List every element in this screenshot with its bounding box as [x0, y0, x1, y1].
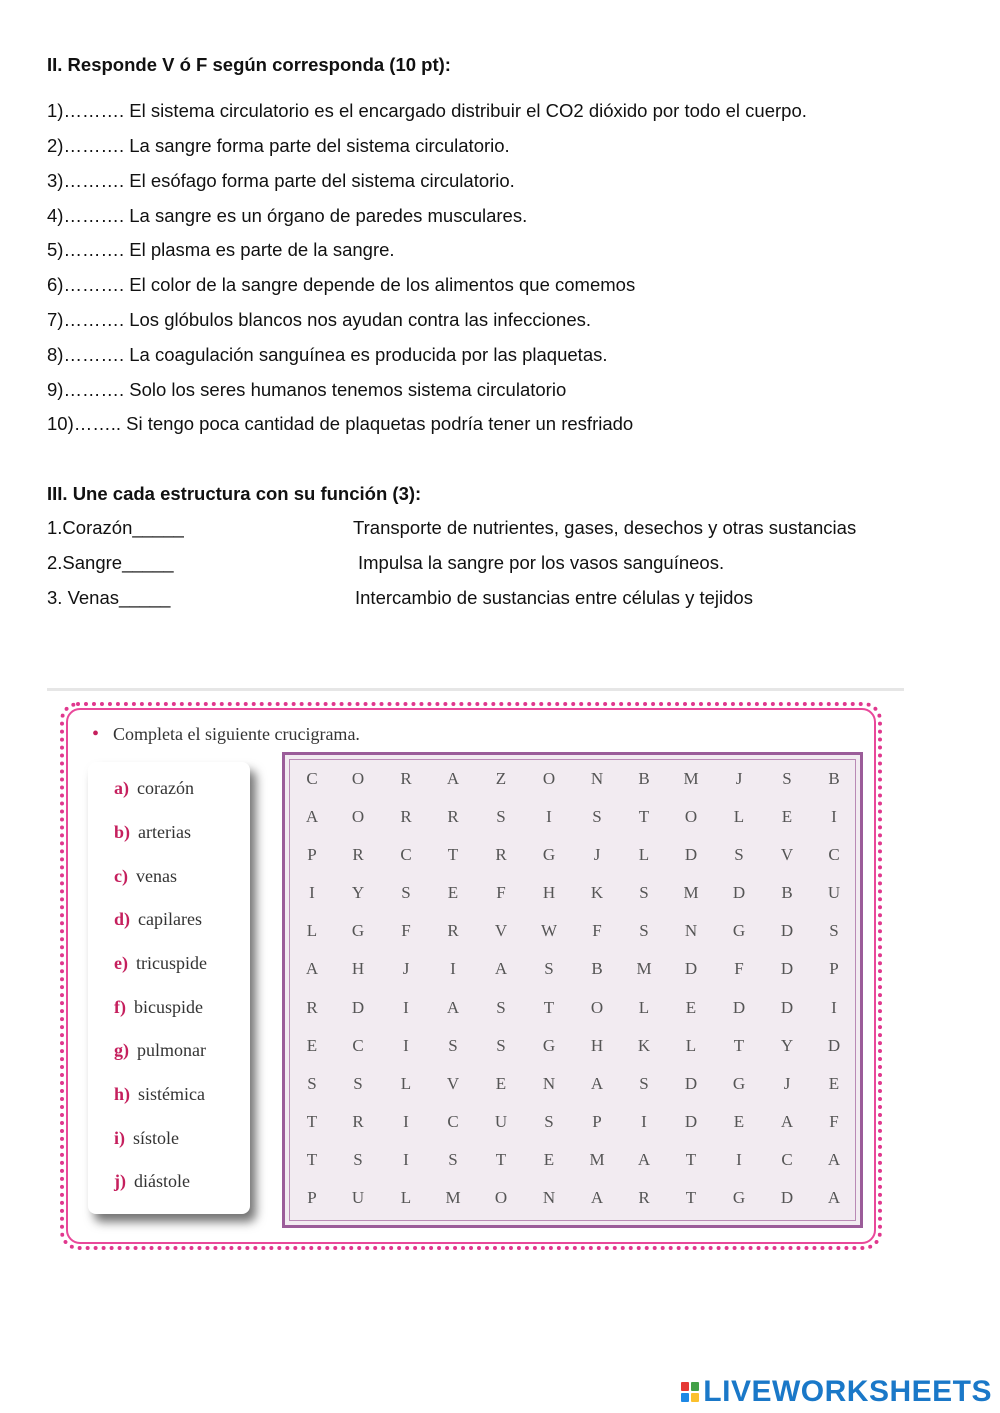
- true-false-item: 5)………. El plasma es parte de la sangre.: [47, 239, 395, 260]
- function-option: Intercambio de sustancias entre células y tejidos: [355, 587, 753, 608]
- grid-letter: B: [591, 959, 603, 978]
- word-letter: d): [114, 909, 131, 929]
- grid-letter: S: [401, 883, 411, 902]
- grid-letter: S: [353, 1150, 363, 1169]
- grid-letter: T: [495, 1150, 507, 1169]
- grid-letter: G: [732, 1074, 746, 1093]
- grid-letter: T: [447, 845, 459, 864]
- grid-letter: E: [733, 1112, 745, 1131]
- grid-letter: T: [306, 1112, 318, 1131]
- grid-letter: E: [781, 807, 793, 826]
- grid-letter: E: [495, 1074, 507, 1093]
- grid-letter: L: [306, 921, 318, 940]
- grid-letter: S: [544, 1112, 554, 1131]
- grid-letter: S: [592, 807, 602, 826]
- puzzle-instruction: [92, 723, 360, 746]
- grid-letter: R: [400, 807, 412, 826]
- structure-heart: 1.Corazón_____: [47, 517, 184, 538]
- word-list-item: [114, 1128, 179, 1149]
- grid-letter: A: [590, 1188, 604, 1207]
- grid-letter: S: [639, 921, 649, 940]
- grid-letter: A: [446, 769, 460, 788]
- word-text: bicuspide: [134, 997, 203, 1017]
- true-false-item: 2)………. La sangre forma parte del sistema circulatorio.: [47, 135, 510, 156]
- true-false-item: 3)………. El esófago forma parte del sistema circulatorio.: [47, 170, 515, 191]
- grid-letter: I: [546, 807, 552, 826]
- grid-letter: S: [782, 769, 792, 788]
- true-false-item: 1)………. El sistema circulatorio es el encargado distribuir el CO2 dióxido por todo el cuerpo.: [47, 100, 807, 121]
- grid-letter: E: [828, 1074, 840, 1093]
- grid-letter: J: [593, 845, 601, 864]
- word-letter: g): [114, 1040, 129, 1060]
- section-3-title: III. Une cada estructura con su función (3):: [47, 483, 422, 504]
- grid-letter: A: [827, 1150, 841, 1169]
- grid-letter: B: [781, 883, 793, 902]
- letter-grid: [282, 752, 863, 1228]
- grid-letter: D: [780, 1188, 794, 1207]
- grid-letter: S: [544, 959, 554, 978]
- grid-letter: D: [351, 998, 365, 1017]
- grid-letter: O: [494, 1188, 508, 1207]
- word-text: corazón: [137, 778, 194, 798]
- grid-letter: K: [637, 1036, 651, 1055]
- grid-letter: F: [592, 921, 602, 940]
- word-text: sístole: [133, 1128, 180, 1148]
- true-false-item: 4)………. La sangre es un órgano de paredes musculares.: [47, 205, 528, 226]
- grid-letter: L: [685, 1036, 697, 1055]
- grid-letter: D: [684, 1074, 698, 1093]
- grid-letter: N: [684, 921, 698, 940]
- grid-letter: I: [403, 1112, 409, 1131]
- grid-letter: O: [542, 769, 556, 788]
- grid-letter: F: [401, 921, 411, 940]
- word-list-item: [114, 953, 207, 974]
- grid-letter: N: [590, 769, 604, 788]
- grid-letter: D: [780, 998, 794, 1017]
- grid-letter: I: [831, 807, 837, 826]
- puzzle-instruction-text: Completa el siguiente crucigrama.: [113, 724, 360, 744]
- grid-letter: B: [828, 769, 840, 788]
- grid-letter: I: [403, 1150, 409, 1169]
- grid-letter: S: [829, 921, 839, 940]
- word-list-item: [114, 1040, 206, 1061]
- grid-letter: G: [732, 1188, 746, 1207]
- grid-letter: S: [639, 883, 649, 902]
- grid-letter: L: [638, 845, 650, 864]
- grid-letter: E: [685, 998, 697, 1017]
- word-list-item: [114, 822, 191, 843]
- grid-letter: S: [496, 1036, 506, 1055]
- grid-letter: T: [685, 1150, 697, 1169]
- grid-letter: T: [638, 807, 650, 826]
- grid-letter: U: [351, 1188, 365, 1207]
- grid-letter: A: [827, 1188, 841, 1207]
- grid-letter: C: [306, 769, 318, 788]
- word-list-item: [114, 866, 177, 887]
- section-2-title: II. Responde V ó F según corresponda (10 pt):: [47, 54, 451, 75]
- grid-letter: W: [540, 921, 558, 940]
- word-list-item: [114, 997, 203, 1018]
- word-list-item: [114, 1084, 205, 1105]
- grid-letter: U: [827, 883, 841, 902]
- true-false-item: 7)………. Los glóbulos blancos nos ayudan contra las infecciones.: [47, 309, 591, 330]
- true-false-item: 6)………. El color de la sangre depende de los alimentos que comemos: [47, 274, 636, 295]
- grid-letter: J: [783, 1074, 791, 1093]
- logo-text: LIVEWORKSHEETS: [703, 1375, 992, 1408]
- true-false-item: 10)…….. Si tengo poca cantidad de plaquetas podría tener un resfriado: [47, 413, 634, 434]
- function-option: Impulsa la sangre por los vasos sanguíneos.: [358, 552, 725, 573]
- grid-letter: P: [307, 845, 317, 864]
- grid-letter: R: [352, 845, 364, 864]
- grid-letter: M: [683, 883, 699, 902]
- grid-letter: V: [780, 845, 794, 864]
- grid-letter: I: [403, 1036, 409, 1055]
- grid-letter: P: [592, 1112, 602, 1131]
- grid-letter: Y: [780, 1036, 794, 1055]
- grid-letter: L: [400, 1074, 412, 1093]
- grid-letter: T: [543, 998, 555, 1017]
- grid-letter: A: [446, 998, 460, 1017]
- grid-letter: S: [496, 807, 506, 826]
- grid-letter: Z: [495, 769, 507, 788]
- grid-letter: O: [351, 769, 365, 788]
- word-text: sistémica: [138, 1084, 205, 1104]
- grid-letter: D: [780, 959, 794, 978]
- grid-letter: A: [590, 1074, 604, 1093]
- grid-letter: I: [831, 998, 837, 1017]
- grid-letter: L: [400, 1188, 412, 1207]
- grid-letter: M: [683, 769, 699, 788]
- grid-letter: D: [684, 1112, 698, 1131]
- grid-letter: O: [590, 998, 604, 1017]
- word-text: pulmonar: [137, 1040, 206, 1060]
- grid-letter: E: [447, 883, 459, 902]
- word-letter: i): [114, 1128, 125, 1148]
- grid-letter: R: [400, 769, 412, 788]
- grid-letter: S: [734, 845, 744, 864]
- grid-letter: M: [589, 1150, 605, 1169]
- word-letter: e): [114, 953, 128, 973]
- grid-letter: F: [734, 959, 744, 978]
- grid-letter: R: [447, 921, 459, 940]
- word-list-item: [114, 778, 194, 799]
- grid-letter: J: [735, 769, 743, 788]
- grid-letter: H: [590, 1036, 604, 1055]
- word-letter: j): [114, 1171, 126, 1191]
- word-letter: h): [114, 1084, 131, 1104]
- structure-blood: 2.Sangre_____: [47, 552, 174, 573]
- word-letter: b): [114, 822, 131, 842]
- word-list: [88, 762, 250, 1214]
- grid-letter: S: [307, 1074, 317, 1093]
- grid-letter: R: [306, 998, 318, 1017]
- letter-grid-border: [289, 759, 856, 1221]
- grid-letter: H: [351, 959, 365, 978]
- divider: [47, 688, 904, 691]
- word-letter: f): [114, 997, 126, 1017]
- function-option: Transporte de nutrientes, gases, desechos y otras sustancias: [353, 517, 857, 538]
- grid-letter: D: [827, 1036, 841, 1055]
- grid-letter: C: [400, 845, 412, 864]
- grid-letter: A: [780, 1112, 794, 1131]
- grid-letter: I: [309, 883, 315, 902]
- grid-letter: D: [684, 845, 698, 864]
- grid-letter: S: [496, 998, 506, 1017]
- grid-letter: T: [733, 1036, 745, 1055]
- grid-letter: E: [543, 1150, 555, 1169]
- grid-letter: G: [351, 921, 365, 940]
- grid-letter: F: [829, 1112, 839, 1131]
- grid-letter: G: [542, 1036, 556, 1055]
- grid-letter: U: [494, 1112, 508, 1131]
- word-list-item: [114, 909, 202, 930]
- grid-letter: S: [639, 1074, 649, 1093]
- grid-letter: S: [448, 1036, 458, 1055]
- word-text: venas: [135, 866, 177, 886]
- grid-letter: F: [496, 883, 506, 902]
- grid-letter: E: [306, 1036, 318, 1055]
- word-letter: a): [114, 778, 129, 798]
- grid-letter: J: [402, 959, 410, 978]
- grid-letter: A: [305, 807, 319, 826]
- grid-letter: O: [684, 807, 698, 826]
- grid-letter: C: [447, 1112, 459, 1131]
- grid-letter: Y: [351, 883, 365, 902]
- grid-letter: R: [638, 1188, 650, 1207]
- structure-veins: 3. Venas_____: [47, 587, 171, 608]
- word-text: diástole: [134, 1171, 190, 1191]
- logo-icon: [681, 1382, 699, 1402]
- grid-letter: I: [736, 1150, 742, 1169]
- grid-letter: O: [351, 807, 365, 826]
- grid-letter: P: [829, 959, 839, 978]
- grid-letter: G: [542, 845, 556, 864]
- grid-letter: T: [306, 1150, 318, 1169]
- liveworksheets-logo: [681, 1375, 992, 1409]
- grid-letter: I: [450, 959, 456, 978]
- grid-letter: B: [638, 769, 650, 788]
- grid-letter: P: [307, 1188, 317, 1207]
- grid-letter: D: [780, 921, 794, 940]
- grid-letter: L: [733, 807, 745, 826]
- grid-letter: C: [352, 1036, 364, 1055]
- grid-letter: M: [445, 1188, 461, 1207]
- true-false-item: 9)………. Solo los seres humanos tenemos sistema circulatorio: [47, 379, 567, 400]
- grid-letter: G: [732, 921, 746, 940]
- word-list-item: [114, 1171, 190, 1192]
- grid-letter: K: [590, 883, 604, 902]
- grid-letter: R: [447, 807, 459, 826]
- bullet-icon: •: [92, 723, 100, 745]
- grid-letter: A: [494, 959, 508, 978]
- grid-letter: T: [685, 1188, 697, 1207]
- grid-letter: S: [448, 1150, 458, 1169]
- grid-letter: I: [403, 998, 409, 1017]
- grid-letter: D: [684, 959, 698, 978]
- grid-letter: A: [637, 1150, 651, 1169]
- grid-letter: D: [732, 883, 746, 902]
- true-false-item: 8)………. La coagulación sanguínea es producida por las plaquetas.: [47, 344, 608, 365]
- grid-letter: N: [542, 1074, 556, 1093]
- grid-letter: C: [781, 1150, 793, 1169]
- grid-letter: V: [446, 1074, 460, 1093]
- grid-letter: H: [542, 883, 556, 902]
- grid-letter: A: [305, 959, 319, 978]
- word-text: arterias: [138, 822, 191, 842]
- grid-letter: I: [641, 1112, 647, 1131]
- grid-letter: V: [494, 921, 508, 940]
- grid-letter: S: [353, 1074, 363, 1093]
- grid-letter: L: [638, 998, 650, 1017]
- grid-letter: N: [542, 1188, 556, 1207]
- grid-letter: C: [828, 845, 840, 864]
- grid-letter: R: [495, 845, 507, 864]
- word-letter: c): [114, 866, 128, 886]
- grid-letter: M: [636, 959, 652, 978]
- grid-letter: D: [732, 998, 746, 1017]
- word-text: capilares: [138, 909, 202, 929]
- grid-letter: R: [352, 1112, 364, 1131]
- word-text: tricuspide: [135, 953, 207, 973]
